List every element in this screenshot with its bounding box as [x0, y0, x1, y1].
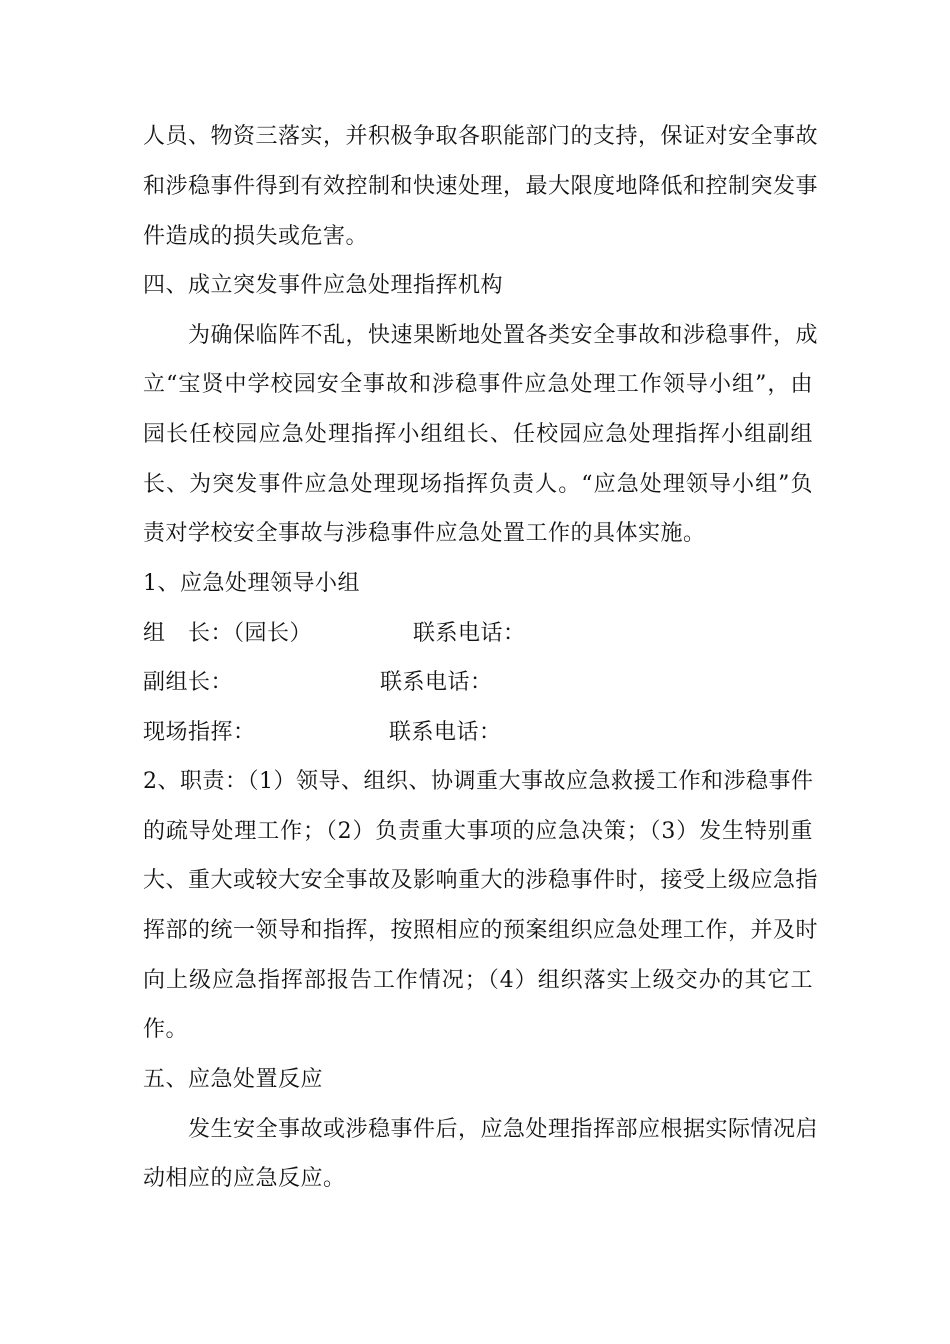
field-command-phone-label: 联系电话：	[389, 720, 502, 745]
paragraph-line: 挥部的统一领导和指挥，按照相应的预案组织应急处理工作，并及时	[143, 918, 819, 943]
section-heading-4: 四、成立突发事件应急处理指挥机构	[143, 273, 504, 298]
paragraph-line: 园长任校园应急处理指挥小组组长、任校园应急处理指挥小组副组	[143, 422, 813, 447]
paragraph-line: 立“宝贤中学校园安全事故和涉稳事件应急处理工作领导小组”，由	[143, 372, 813, 397]
section-heading-5: 五、应急处置反应	[143, 1067, 324, 1092]
deputy-role-label: 副组长：	[143, 670, 234, 695]
paragraph-line: 向上级应急指挥部报告工作情况；（4）组织落实上级交办的其它工	[143, 968, 813, 993]
paragraph-line: 发生安全事故或涉稳事件后，应急处理指挥部应根据实际情况启	[188, 1117, 819, 1142]
paragraph-line: 和涉稳事件得到有效控制和快速处理，最大限度地降低和控制突发事	[143, 174, 819, 199]
paragraph-line: 作。	[143, 1017, 189, 1042]
leader-role-label: 组 长：（园长）	[143, 621, 313, 646]
paragraph-line: 人员、物资三落实，并积极争取各职能部门的支持，保证对安全事故	[143, 124, 819, 149]
paragraph-line: 2、职责：（1）领导、组织、协调重大事故应急救援工作和涉稳事件	[143, 769, 814, 794]
paragraph-line: 为确保临阵不乱，快速果断地处置各类安全事故和涉稳事件，成	[188, 323, 819, 348]
paragraph-line: 的疏导处理工作；（2）负责重大事项的应急决策；（3）发生特别重	[143, 819, 813, 844]
field-command-role-label: 现场指挥：	[143, 720, 256, 745]
paragraph-line: 责对学校安全事故与涉稳事件应急处置工作的具体实施。	[143, 521, 706, 546]
paragraph-line: 件造成的损失或危害。	[143, 224, 369, 249]
paragraph-line: 动相应的应急反应。	[143, 1166, 346, 1191]
deputy-phone-label: 联系电话：	[380, 670, 493, 695]
paragraph-line: 长、为突发事件应急处理现场指挥负责人。“应急处理领导小组”负	[143, 472, 813, 497]
leader-phone-label: 联系电话：	[413, 621, 526, 646]
paragraph-line: 大、重大或较大安全事故及影响重大的涉稳事件时，接受上级应急指	[143, 868, 819, 893]
subsection-heading-1: 1、应急处理领导小组	[143, 571, 360, 596]
